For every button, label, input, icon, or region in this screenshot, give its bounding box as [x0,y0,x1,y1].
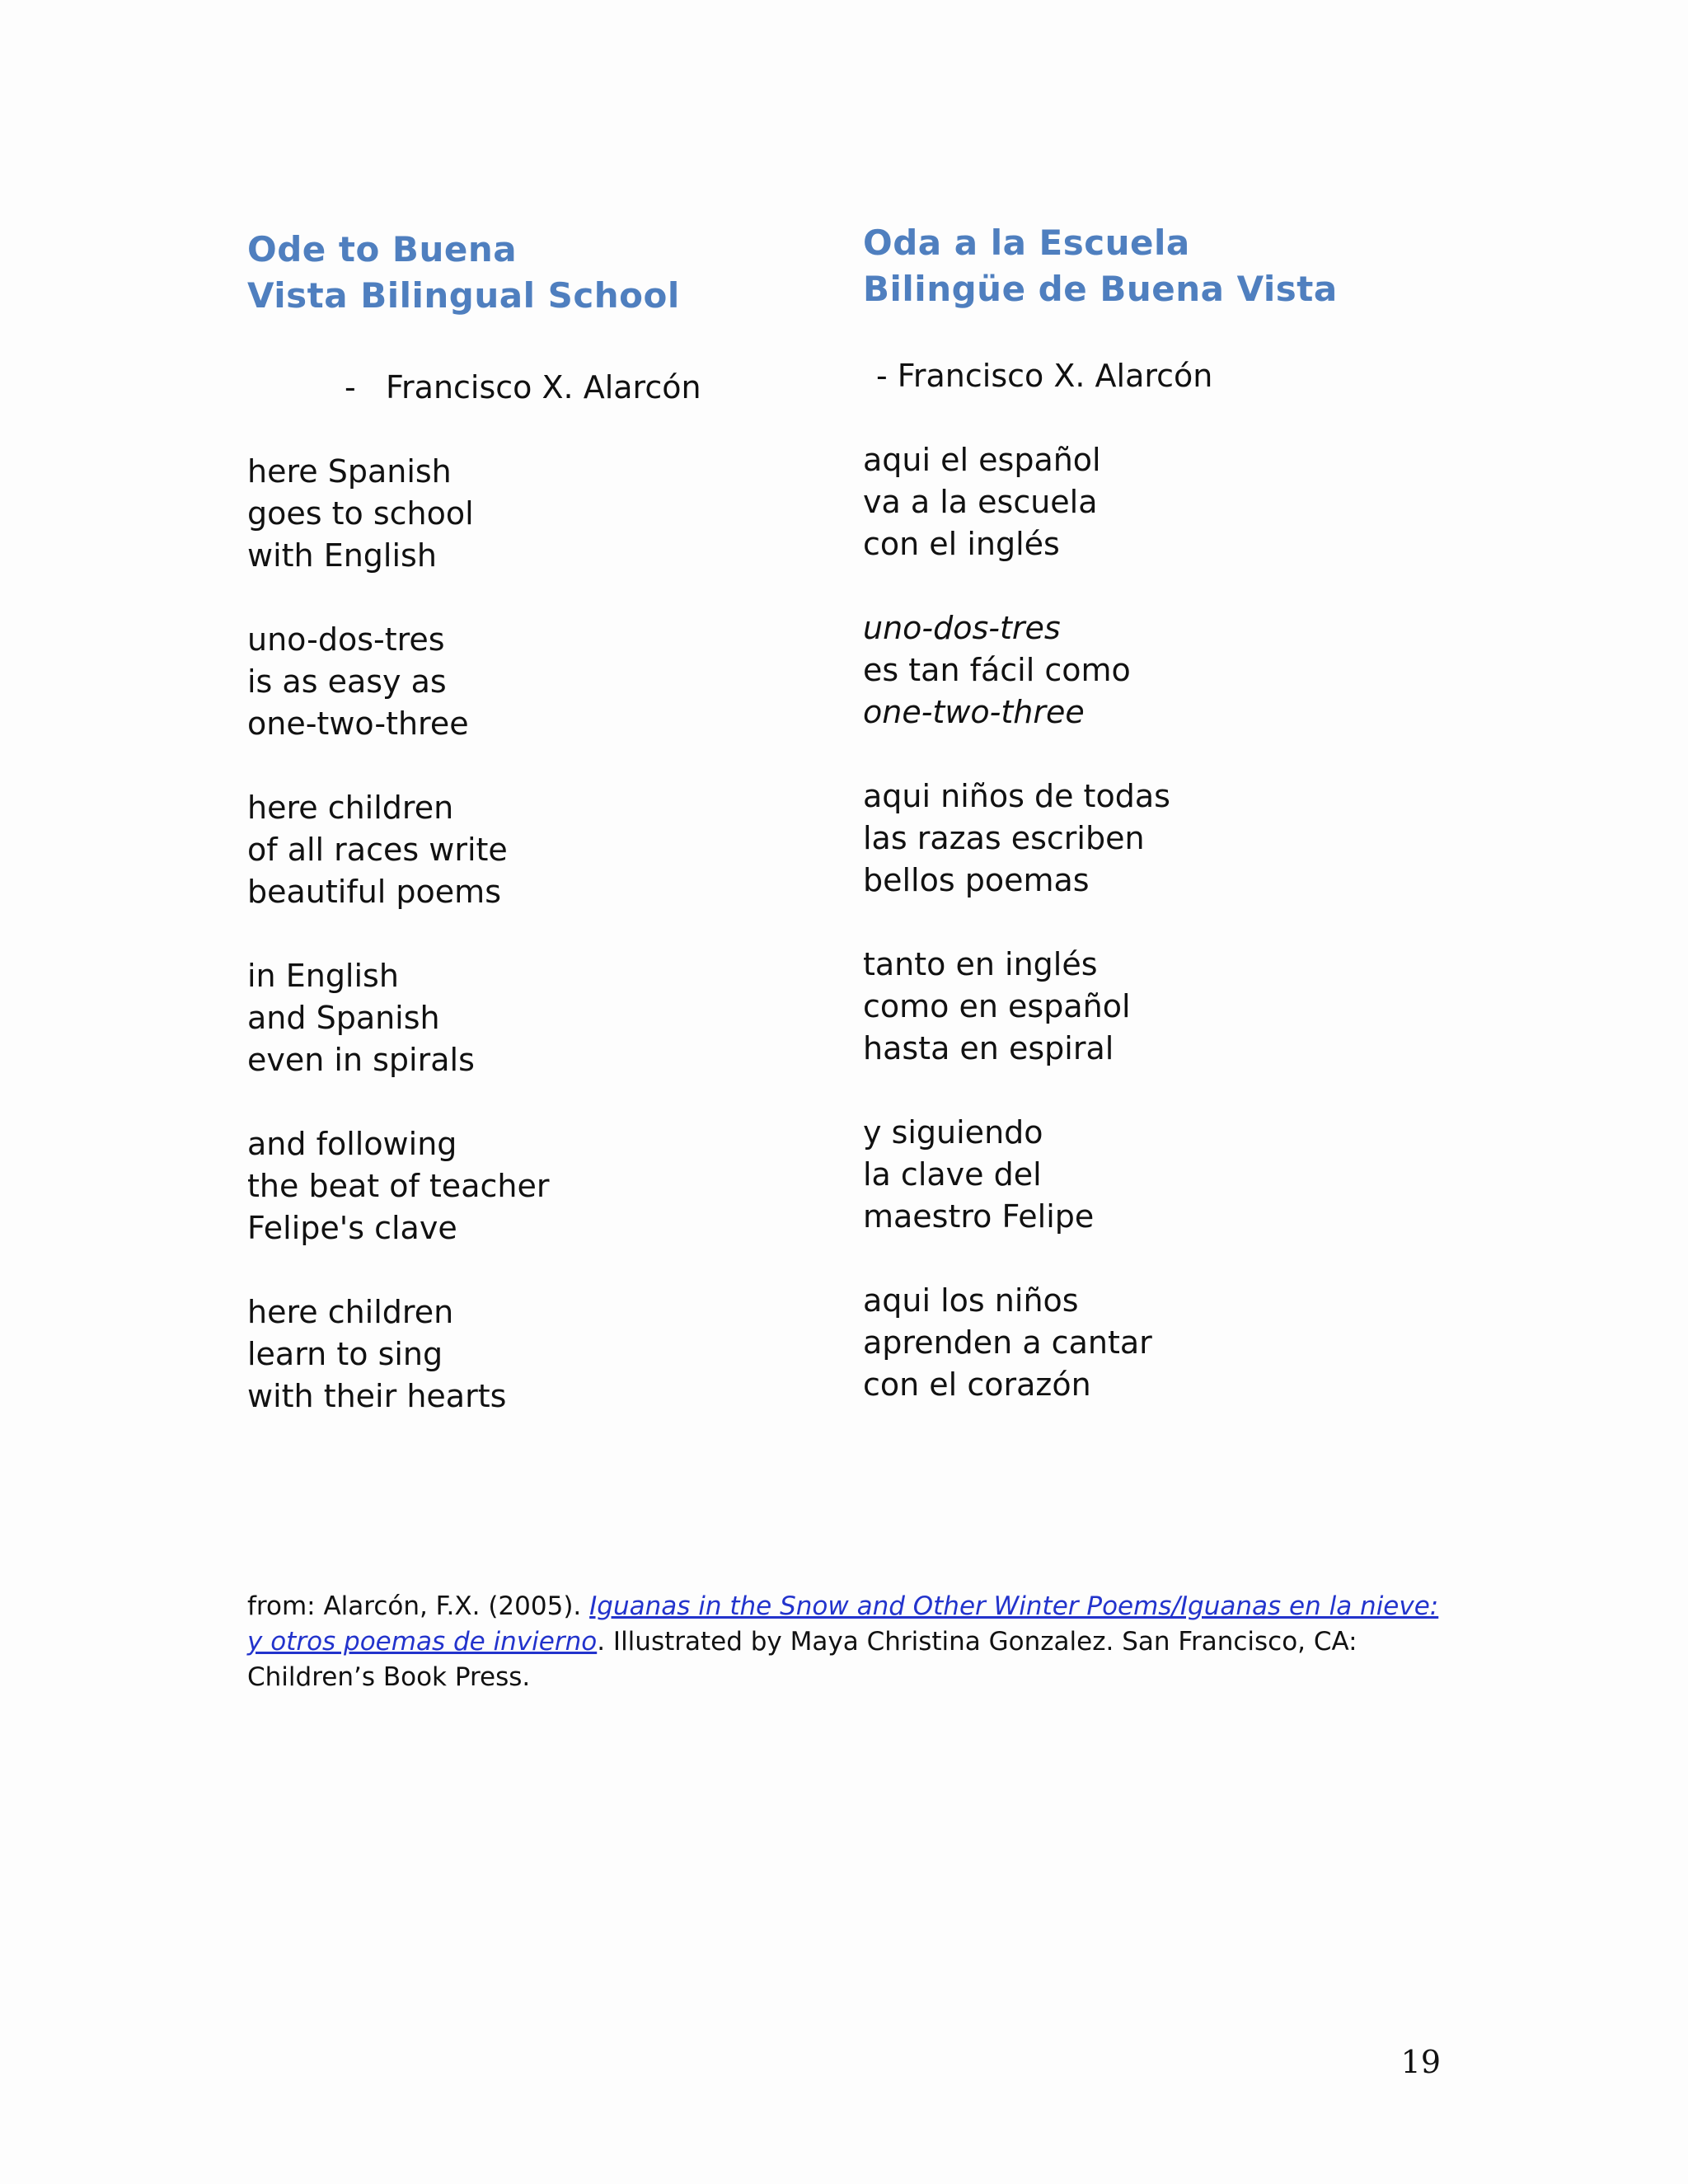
poem-line: of all races write [247,832,508,868]
poem-line: uno-dos-tres [247,621,445,658]
poem-line: las razas escriben [863,820,1145,856]
english-poem-title [247,227,874,319]
stanza [247,451,874,577]
stanza [863,1112,1489,1238]
poem-line: con el inglés [863,526,1060,562]
poem-line: in English [247,958,399,994]
poem-line: va a la escuela [863,484,1098,520]
english-title-line1: Ode to Buena [247,229,518,269]
poem-line: with their hearts [247,1378,507,1414]
poem-line: learn to sing [247,1336,443,1372]
poem-line: aqui el español [863,442,1101,478]
poem-line: and Spanish [247,1000,440,1036]
spanish-title-line1: Oda a la Escuela [863,223,1190,263]
stanza [247,955,874,1081]
poem-line: is as easy as [247,663,447,700]
poem-line: Felipe's clave [247,1210,457,1246]
poem-line: here children [247,790,454,826]
english-poem [247,227,874,1418]
stanza [863,944,1489,1070]
poem-line: one-two-three [247,705,469,742]
citation-prefix: from: Alarcón, F.X. (2005). [247,1591,590,1621]
english-stanzas [247,451,874,1418]
poem-line: y siguiendo [863,1114,1043,1151]
poem-line: la clave del [863,1156,1042,1193]
poem-line: maestro Felipe [863,1198,1095,1235]
poem-line: one-two-three [863,694,1085,730]
spanish-stanzas [863,439,1489,1406]
poem-line: con el corazón [863,1366,1091,1403]
poem-line: aqui los niños [863,1282,1079,1319]
spanish-poem-title [863,220,1489,312]
book-title-link[interactable]: Iguanas in the Snow and Other Winter Poems/Iguanas en la nieve: y otros poemas de invierno [247,1591,1439,1657]
stanza [863,776,1489,902]
poem-line: aqui niños de todas [863,778,1170,814]
spanish-title-line2: Bilingüe de Buena Vista [863,269,1338,309]
stanza [247,619,874,745]
citation [247,1589,1451,1695]
poem-line: como en español [863,988,1131,1024]
stanza [247,1123,874,1249]
stanza [863,607,1489,733]
poem-line: here children [247,1294,454,1330]
poem-line: here Spanish [247,453,452,490]
poem-line: and following [247,1126,457,1162]
poem-line: bellos poemas [863,862,1090,898]
poem-line: the beat of teacher [247,1168,550,1204]
poem-line: es tan fácil como [863,652,1131,688]
poem-line: hasta en espiral [863,1030,1114,1066]
page-number: 19 [1400,2044,1441,2080]
english-title-line2: Vista Bilingual School [247,275,680,316]
poem-line: goes to school [247,495,474,532]
stanza [247,787,874,913]
citation-suffix: . Illustrated by Maya Christina Gonzalez. San Francisco, CA: Children’s Book Press. [247,1627,1357,1692]
stanza [247,1291,874,1418]
stanza [863,1280,1489,1406]
poem-line: even in spirals [247,1042,475,1078]
spanish-poem [863,220,1489,1406]
poem-line: tanto en inglés [863,946,1098,982]
stanza [863,439,1489,565]
english-poem-author: - Francisco X. Alarcón [345,369,701,405]
poem-line: with English [247,537,437,574]
poem-line: aprenden a cantar [863,1324,1152,1361]
spanish-poem-author: - Francisco X. Alarcón [876,358,1213,394]
poem-line: beautiful poems [247,874,501,910]
poem-line: uno-dos-tres [863,610,1061,646]
